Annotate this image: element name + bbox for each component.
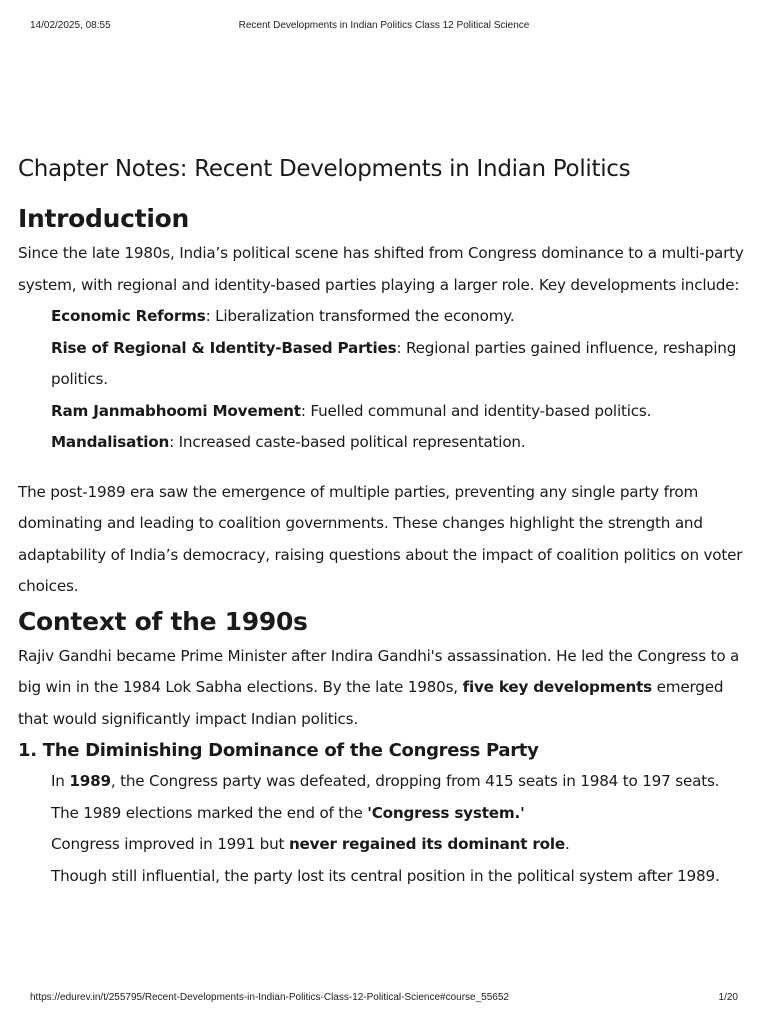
list-item: The 1989 elections marked the end of the 'Congress system.': [51, 803, 525, 822]
introduction-paragraph: Since the late 1980s, India’s political scene has shifted from Congress dominance to a multi-party system, with regional and identity-based parties playing a larger role. Key developments include:: [18, 244, 744, 294]
list-item-term: Rise of Regional & Identity-Based Parties: [51, 338, 397, 357]
print-url: https://edurev.in/t/255795/Recent-Developments-in-Indian-Politics-Class-12-Political-Science#course_55652: [30, 992, 509, 1003]
list-item: [51, 333, 750, 396]
list-item-text: : Increased caste-based political representation.: [169, 433, 526, 451]
document-body: [18, 150, 750, 892]
post-1989-paragraph: The post-1989 era saw the emergence of multiple parties, preventing any single party from dominating and leading to coalition governments. These changes highlight the strength and adaptability of India’s democracy, raising questions about the impact of coalition politics on voter choices.: [18, 482, 743, 595]
list-item: Congress improved in 1991 but never regained its dominant role.: [51, 835, 570, 853]
print-datetime: 14/02/2025, 08:55: [30, 20, 111, 31]
context-paragraph: Rajiv Gandhi became Prime Minister after Indira Gandhi's assassination. He led the Congress to a big win in the 1984 Lok Sabha elections. By the late 1980s, five key developments emerged that would significantly impact Indian politics.: [18, 646, 740, 728]
congress-decline-list: [18, 766, 750, 892]
print-doc-title: Recent Developments in Indian Politics Class 12 Political Science: [238, 20, 530, 31]
context-emphasis: five key developments: [462, 678, 652, 696]
list-item-term: Economic Reforms: [51, 307, 206, 325]
list-item-term: Mandalisation: [51, 433, 170, 451]
list-item-term: Ram Janmabhoomi Movement: [51, 401, 301, 420]
list-item: [51, 396, 750, 428]
list-item-text: : Liberalization transformed the economy.: [205, 307, 515, 325]
introduction-heading: Introduction: [18, 204, 189, 233]
list-item: [51, 301, 750, 333]
chapter-title: Chapter Notes: Recent Developments in Indian Politics: [18, 156, 631, 182]
list-item: In 1989, the Congress party was defeated, dropping from 415 seats in 1984 to 197 seats.: [51, 772, 720, 790]
key-developments-list: [18, 301, 750, 459]
list-item: [51, 427, 750, 459]
page-number: 1/20: [718, 992, 738, 1003]
list-item-text: : Regional parties gained influence, reshaping politics.: [51, 338, 737, 388]
list-item: Though still influential, the party lost its central position in the political system after 1989.: [51, 866, 720, 885]
list-item-text: : Fuelled communal and identity-based politics.: [300, 401, 652, 420]
section1-heading: 1. The Diminishing Dominance of the Congress Party: [18, 740, 539, 761]
context-heading: Context of the 1990s: [18, 606, 308, 636]
